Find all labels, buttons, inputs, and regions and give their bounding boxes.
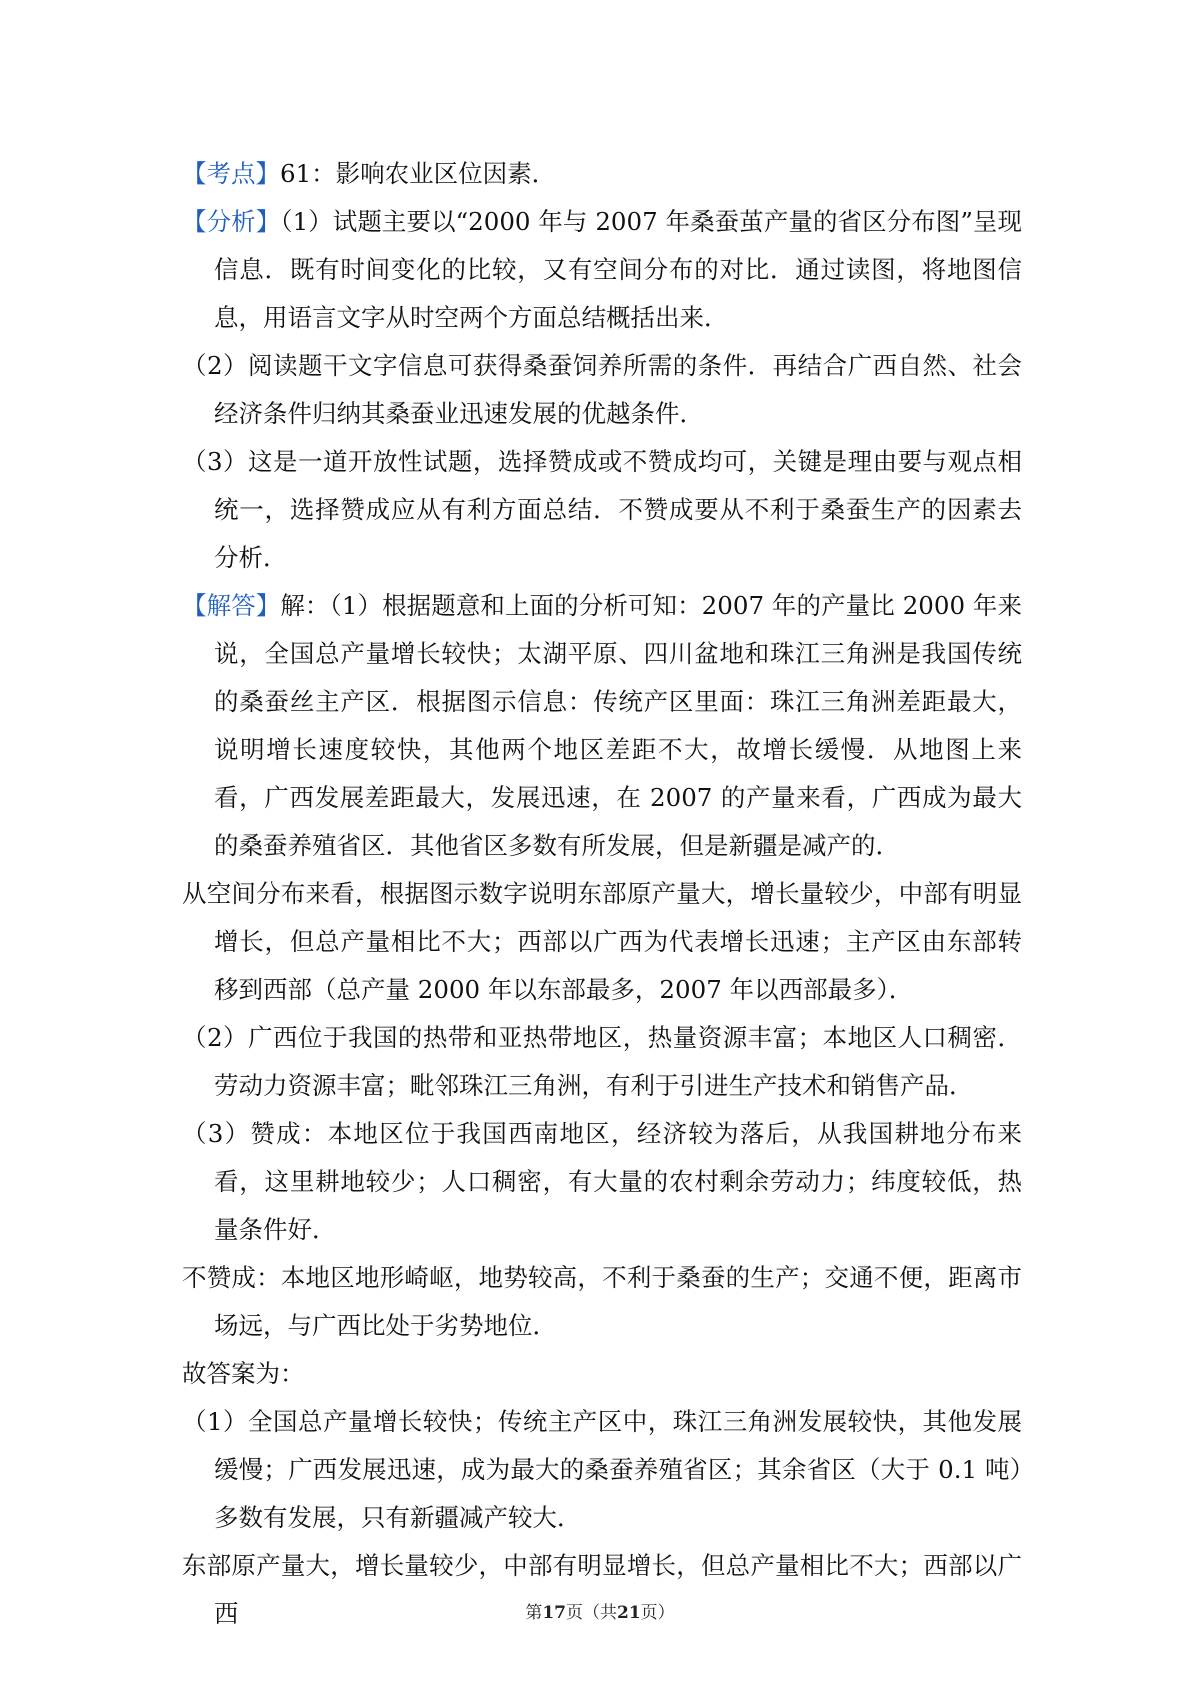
paragraph-jieda-2 [182,1014,1022,1110]
paragraph-fenxi-1 [182,198,1022,342]
paragraph-text: （2）阅读题干文字信息可获得桑蚕饲养所需的条件．再结合广西自然、社会经济条件归纳其桑蚕业迅速发展的优越条件． [182,351,1022,428]
label-kaodian: 【考点】 [182,159,280,188]
paragraph-disagree [182,1254,1022,1350]
paragraph-answer-1 [182,1398,1022,1542]
paragraph-text: （2）广西位于我国的热带和亚热带地区，热量资源丰富；本地区人口稠密．劳动力资源丰富；毗邻珠江三角洲，有利于引进生产技术和销售产品． [182,1023,1022,1100]
footer-middle: 页（共 [566,1603,617,1623]
paragraph-text: 61：影响农业区位因素． [280,159,557,188]
paragraph-spatial [182,870,1022,1014]
paragraph-answer-east [182,1542,1022,1638]
paragraph-text: 故答案为： [182,1359,305,1388]
paragraph-text: （3）赞成：本地区位于我国西南地区，经济较为落后，从我国耕地分布来看，这里耕地较少；人口稠密，有大量的农村剩余劳动力；纬度较低，热量条件好． [182,1119,1022,1244]
footer-prefix: 第 [525,1603,543,1623]
answer-content [182,150,1022,1638]
paragraph-text: （3）这是一道开放性试题，选择赞成或不赞成均可，关键是理由要与观点相统一，选择赞成应从有利方面总结．不赞成要从不利于桑蚕生产的因素去分析． [182,447,1022,572]
paragraph-text: 东部原产量大，增长量较少，中部有明显增长，但总产量相比不大；西部以广西 [182,1551,1022,1628]
paragraph-text: （1）全国总产量增长较快；传统主产区中，珠江三角洲发展较快，其他发展缓慢；广西发展迅速，成为最大的桑蚕养殖省区；其余省区（大于 0.1 吨）多数有发展，只有新疆减产较大． [182,1407,1022,1532]
paragraph-text: 解：（1）根据题意和上面的分析可知：2007 年的产量比 2000 年来说，全国总产量增长较快；太湖平原、四川盆地和珠江三角洲是我国传统的桑蚕丝主产区．根据图示信息：传统产区里面：珠江三角洲差距最大，说明增长速度较快，其他两个地区差距不大，故增长缓慢．从地图上来看，广西发展差距最大，发展迅速，在 2007 的产量来看，广西成为最大的桑蚕养殖省区．其他省区多数有所发展，但是新疆是减产的． [214,591,1023,860]
paragraph-fenxi-3 [182,438,1022,582]
footer-total-pages: 21 [617,1603,641,1623]
page-footer [0,1598,1200,1623]
paragraph-kaodian [182,150,1022,198]
paragraph-jieda-3-agree [182,1110,1022,1254]
footer-suffix: 页） [640,1603,675,1623]
paragraph-text: 从空间分布来看，根据图示数字说明东部原产量大，增长量较少，中部有明显增长，但总产量相比不大；西部以广西为代表增长迅速；主产区由东部转移到西部（总产量 2000 年以东部最多，2007 年以西部最多）． [182,879,1022,1004]
paragraph-fenxi-2 [182,342,1022,438]
paragraph-jieda-1 [182,582,1022,870]
paragraph-text: 不赞成：本地区地形崎岖，地势较高，不利于桑蚕的生产；交通不便，距离市场远，与广西比处于劣势地位． [182,1263,1022,1340]
paragraph-answer-intro [182,1350,1022,1398]
footer-page-number: 17 [542,1603,566,1623]
paragraph-text: （1）试题主要以“2000 年与 2007 年桑蚕茧产量的省区分布图”呈现信息．既有时间变化的比较，又有空间分布的对比．通过读图，将地图信息，用语言文字从时空两个方面总结概括出来． [214,207,1022,332]
label-fenxi: 【分析】 [182,207,281,236]
label-jieda: 【解答】 [182,591,281,620]
